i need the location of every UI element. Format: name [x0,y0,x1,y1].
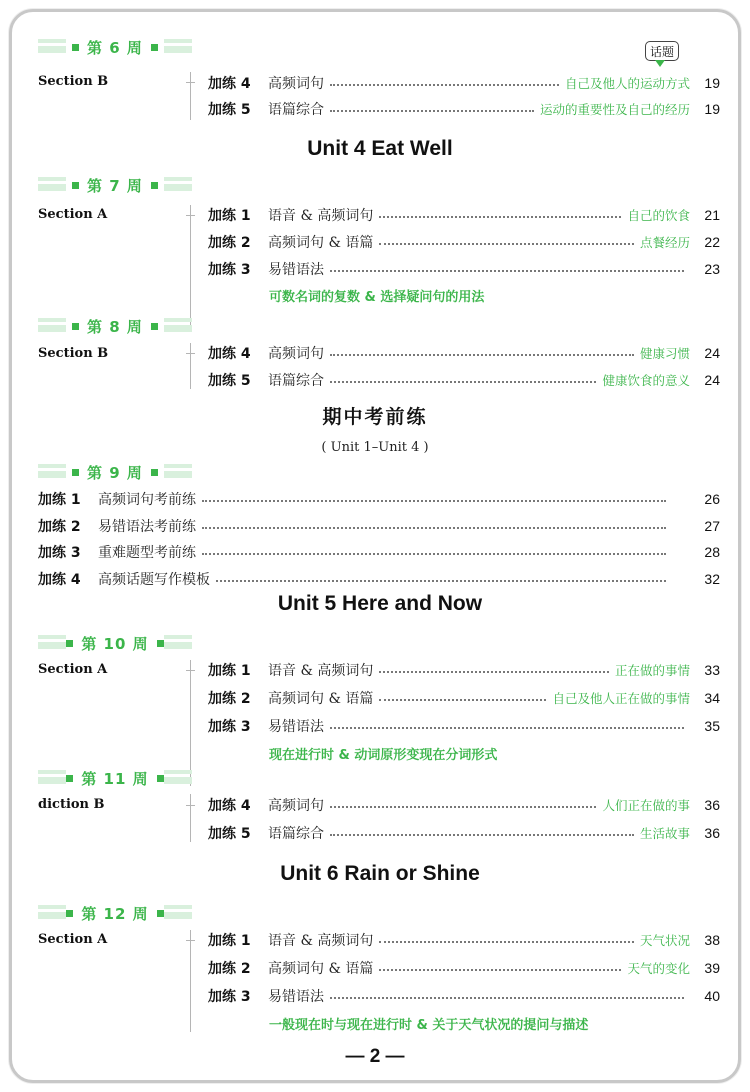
midterm-title: 期中考前练 [322,406,428,428]
entry-topic: 健康习惯 [639,346,690,361]
entry-title: 语篇综合 [268,102,324,118]
entry-page: 39 [704,960,720,976]
dot-leader [202,553,666,555]
entry-title: 语音 & 高频词句 [268,663,374,679]
week-header-11 [38,766,192,790]
unit-title: Unit 4 Eat Well [307,137,453,160]
entry-number: 加练 4 [38,572,81,588]
entry-page: 36 [704,825,720,841]
dot-leader [330,110,534,112]
entry-page: 27 [704,518,720,534]
entry-page: 32 [704,571,720,587]
entry-title: 易错语法考前练 [98,519,196,535]
entry-page: 36 [704,797,720,813]
divider-line [190,343,191,389]
toc-entry[interactable] [208,72,720,94]
section-label: Section A [38,207,108,222]
week-title: 第 10 周 [81,634,149,653]
toc-entry[interactable] [208,369,720,391]
entry-topic: 自己的饮食 [627,208,690,223]
entry-number: 加练 1 [208,933,251,949]
section-label: Section B [38,346,109,361]
dot-leader [330,270,684,272]
toc-entry[interactable] [208,822,720,844]
entry-title: 高频词句 [268,346,324,362]
week-header-10 [38,631,192,655]
entry-number: 加练 4 [208,798,251,814]
week-title: 第 8 周 [87,317,143,336]
entry-title: 高频词句 & 语篇 [268,235,374,251]
entry-page: 34 [704,690,720,706]
dot-leader [330,354,634,356]
entry-page: 33 [704,662,720,678]
entry-title: 语篇综合 [268,826,324,842]
entry-number: 加练 4 [208,76,251,92]
divider-line [190,205,191,331]
dot-leader [379,941,634,943]
toc-entry[interactable] [208,98,720,120]
entry-title: 易错语法 [268,262,324,278]
divider-tick [186,215,195,216]
entry-number: 加练 1 [208,663,251,679]
week-title: 第 7 周 [87,176,143,195]
grammar-note: 可数名词的复数 & 选择疑问句的用法 [269,290,485,305]
divider-line [190,930,191,1032]
dot-leader [379,671,609,673]
midterm-subtitle: ( Unit 1–Unit 4 ) [321,440,429,455]
week-title: 第 6 周 [87,38,143,57]
dot-leader [379,699,546,701]
topic-tag-pointer-icon [655,60,665,68]
divider-tick [186,353,195,354]
divider-tick [186,670,195,671]
divider-line [190,72,191,120]
toc-entry[interactable] [208,659,720,681]
week-title: 第 12 周 [81,904,149,923]
dot-leader [379,243,634,245]
entry-page: 22 [704,234,720,250]
entry-topic: 健康饮食的意义 [602,373,690,388]
entry-page: 23 [704,261,720,277]
week-title: 第 11 周 [81,769,149,788]
entry-page: 19 [704,101,720,117]
toc-entry[interactable] [208,231,720,253]
page-number: — 2 — [345,1046,405,1067]
entry-number: 加练 3 [208,262,251,278]
entry-title: 重难题型考前练 [98,545,196,561]
entry-page: 35 [704,718,720,734]
entry-title: 高频词句 [268,76,324,92]
entry-page: 24 [704,345,720,361]
dot-leader [330,997,684,999]
entry-number: 加练 5 [208,373,251,389]
entry-topic: 人们正在做的事 [602,798,690,813]
entry-number: 加练 2 [208,691,251,707]
entry-number: 加练 1 [208,208,251,224]
entry-page: 24 [704,372,720,388]
entry-topic: 正在做的事情 [614,663,690,678]
grammar-note: 一般现在时与现在进行时 & 关于天气状况的提问与描述 [269,1018,589,1033]
entry-title: 高频词句考前练 [98,492,196,508]
entry-title: 高频词句 & 语篇 [268,691,374,707]
entry-topic: 生活故事 [639,826,690,841]
toc-entry[interactable] [208,957,720,979]
grammar-note: 现在进行时 & 动词原形变现在分词形式 [269,748,498,763]
entry-number: 加练 3 [38,545,81,561]
toc-entry[interactable] [208,342,720,364]
toc-entry[interactable] [208,204,720,226]
unit-title: Unit 6 Rain or Shine [280,862,480,885]
toc-entry[interactable] [208,715,720,737]
toc-entry[interactable] [38,541,720,563]
week-header-12 [38,901,192,925]
entry-number: 加练 5 [208,826,251,842]
toc-entry[interactable] [38,488,720,510]
dot-leader [202,500,666,502]
week-header-9 [38,460,192,484]
entry-topic: 天气的变化 [627,961,690,976]
entry-topic: 天气状况 [639,933,690,948]
section-label: diction B [38,797,105,812]
dot-leader [216,580,666,582]
dot-leader [330,806,596,808]
week-header-7 [38,173,192,197]
week-header-6 [38,35,192,59]
entry-number: 加练 2 [208,961,251,977]
entry-title: 语篇综合 [268,373,324,389]
entry-page: 40 [704,988,720,1004]
toc-entry[interactable] [208,985,720,1007]
entry-title: 高频词句 & 语篇 [268,961,374,977]
divider-line [190,794,191,842]
entry-title: 语音 & 高频词句 [268,933,374,949]
toc-entry[interactable] [208,258,720,280]
entry-page: 28 [704,544,720,560]
entry-number: 加练 2 [38,519,81,535]
entry-title: 易错语法 [268,989,324,1005]
entry-title: 高频话题写作模板 [98,572,210,588]
divider-tick [186,82,195,83]
section-label: Section A [38,932,108,947]
topic-tag: 话题 [645,41,679,61]
entry-number: 加练 1 [38,492,81,508]
entry-number: 加练 2 [208,235,251,251]
toc-entry[interactable] [38,568,720,590]
entry-title: 易错语法 [268,719,324,735]
entry-page: 26 [704,491,720,507]
entry-number: 加练 3 [208,719,251,735]
entry-number: 加练 5 [208,102,251,118]
dot-leader [330,834,634,836]
dot-leader [379,969,621,971]
dot-leader [330,727,684,729]
unit-title: Unit 5 Here and Now [277,592,483,615]
section-label: Section B [38,74,109,89]
divider-tick [186,805,195,806]
toc-entry[interactable] [38,515,720,537]
entry-topic: 自己及他人正在做的事情 [552,691,690,706]
entry-page: 19 [704,75,720,91]
entry-page: 38 [704,932,720,948]
entry-title: 高频词句 [268,798,324,814]
entry-topic: 自己及他人的运动方式 [564,76,690,91]
entry-number: 加练 4 [208,346,251,362]
entry-topic: 点餐经历 [639,235,690,250]
dot-leader [379,216,621,218]
divider-tick [186,940,195,941]
entry-title: 语音 & 高频词句 [268,208,374,224]
dot-leader [330,381,596,383]
toc-entry[interactable] [208,794,720,816]
entry-page: 21 [704,207,720,223]
dot-leader [202,527,666,529]
week-title: 第 9 周 [87,463,143,482]
week-header-8 [38,314,192,338]
toc-entry[interactable] [208,687,720,709]
entry-topic: 运动的重要性及自己的经历 [539,102,690,117]
dot-leader [330,84,559,86]
toc-entry[interactable] [208,929,720,951]
section-label: Section A [38,662,108,677]
entry-number: 加练 3 [208,989,251,1005]
